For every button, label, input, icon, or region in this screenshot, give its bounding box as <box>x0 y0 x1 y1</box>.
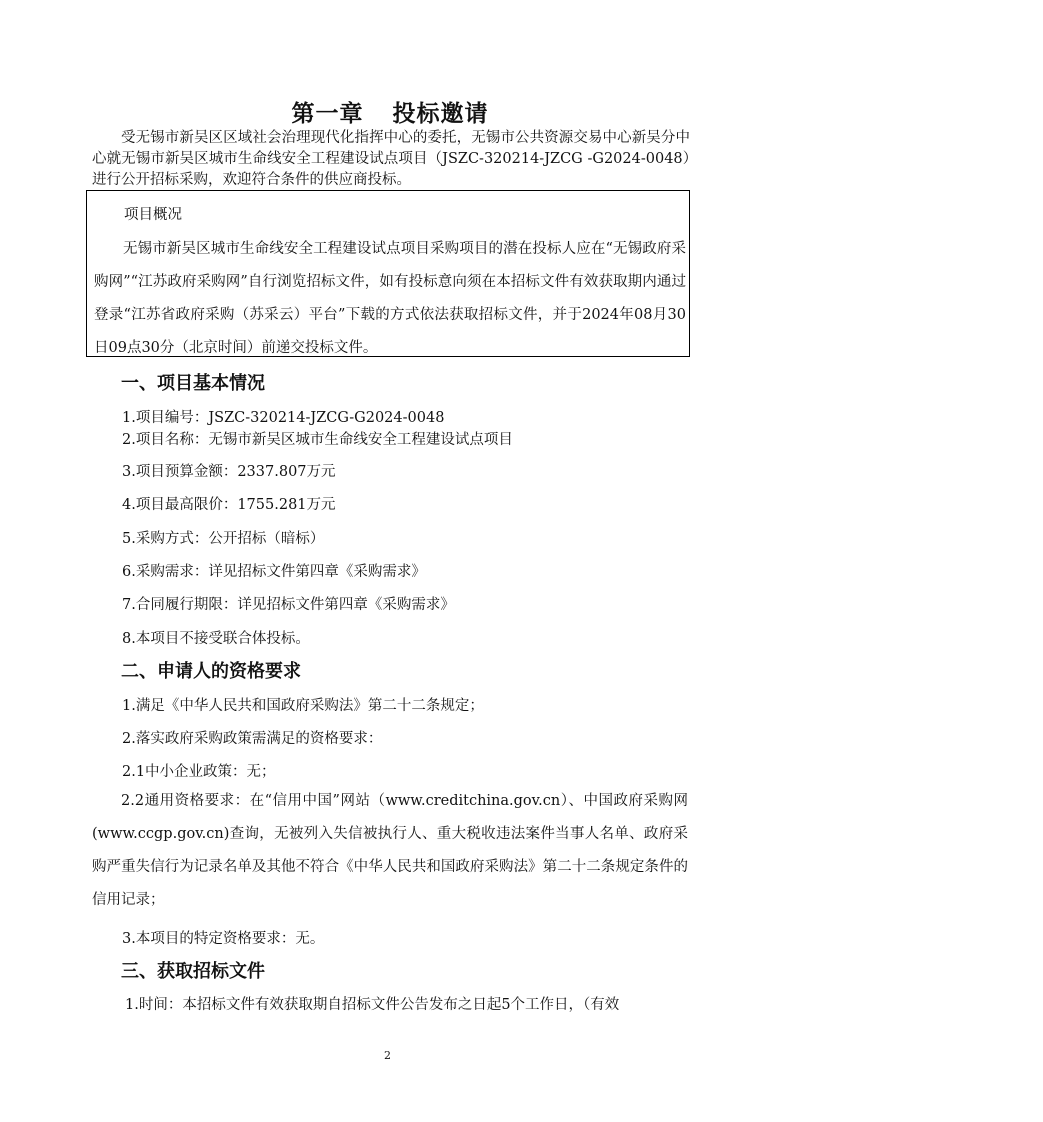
qualification-item: 3.本项目的特定资格要求：无。 <box>122 931 325 947</box>
page-number: 2 <box>384 1049 391 1062</box>
qualification-item: 1.满足《中华人民共和国政府采购法》第二十二条规定； <box>122 698 484 714</box>
overview-text: 无锡市新吴区城市生命线安全工程建设试点项目采购项目的潜在投标人应在“无锡政府采购网”“江苏政府采购网”自行浏览招标文件，如有投标意向须在本招标文件有效获取期内通过登录“江苏省政府采购（苏采云）平台”下载的方式依法获取招标文件，并于2024年08月30日09点30分（北京时间）前递交投标文件。 <box>94 241 686 356</box>
section-heading-qualifications: 二、申请人的资格要求 <box>121 661 301 682</box>
basic-info-item: 5.采购方式：公开招标（暗标） <box>122 531 325 547</box>
basic-info-item: 7.合同履行期限：详见招标文件第四章《采购需求》 <box>122 597 455 613</box>
qualification-item: 2.落实政府采购政策需满足的资格要求： <box>122 731 383 747</box>
obtain-documents-item: 1.时间：本招标文件有效获取期自招标文件公告发布之日起5个工作日，（有效 <box>125 997 620 1013</box>
chapter-title: 第一章 投标邀请 <box>291 101 489 127</box>
basic-info-item: 1.项目编号：JSZC-320214-JZCG-G2024-0048 <box>122 410 445 426</box>
overview-title: 项目概况 <box>124 207 182 223</box>
basic-info-item: 3.项目预算金额：2337.807万元 <box>122 464 336 480</box>
basic-info-item: 2.项目名称：无锡市新吴区城市生命线安全工程建设试点项目 <box>122 432 513 448</box>
intro-paragraph: 受无锡市新吴区区域社会治理现代化指挥中心的委托，无锡市公共资源交易中心新吴分中心就无锡市新吴区城市生命线安全工程建设试点项目（JSZC-320214-JZCG -G2024-0048）进行公开招标采购，欢迎符合条件的供应商投标。 <box>92 130 690 188</box>
basic-info-item: 6.采购需求：详见招标文件第四章《采购需求》 <box>122 564 426 580</box>
basic-info-item: 4.项目最高限价：1755.281万元 <box>122 497 336 513</box>
qualification-item-2-2: 2.2通用资格要求：在“信用中国”网站（www.creditchina.gov.cn）、中国政府采购网(www.ccgp.gov.cn)查询，无被列入失信被执行人、重大税收违法案件当事人名单、政府采购严重失信行为记录名单及其他不符合《中华人民共和国政府采购法》第二十二条规定条件的信用记录； <box>92 793 688 908</box>
qualification-item: 2.1中小企业政策：无； <box>122 764 276 780</box>
basic-info-item: 8.本项目不接受联合体投标。 <box>122 631 310 647</box>
section-heading-obtain-documents: 三、获取招标文件 <box>121 961 265 982</box>
section-heading-basic-info: 一、项目基本情况 <box>121 373 265 394</box>
project-overview-box <box>86 190 690 357</box>
